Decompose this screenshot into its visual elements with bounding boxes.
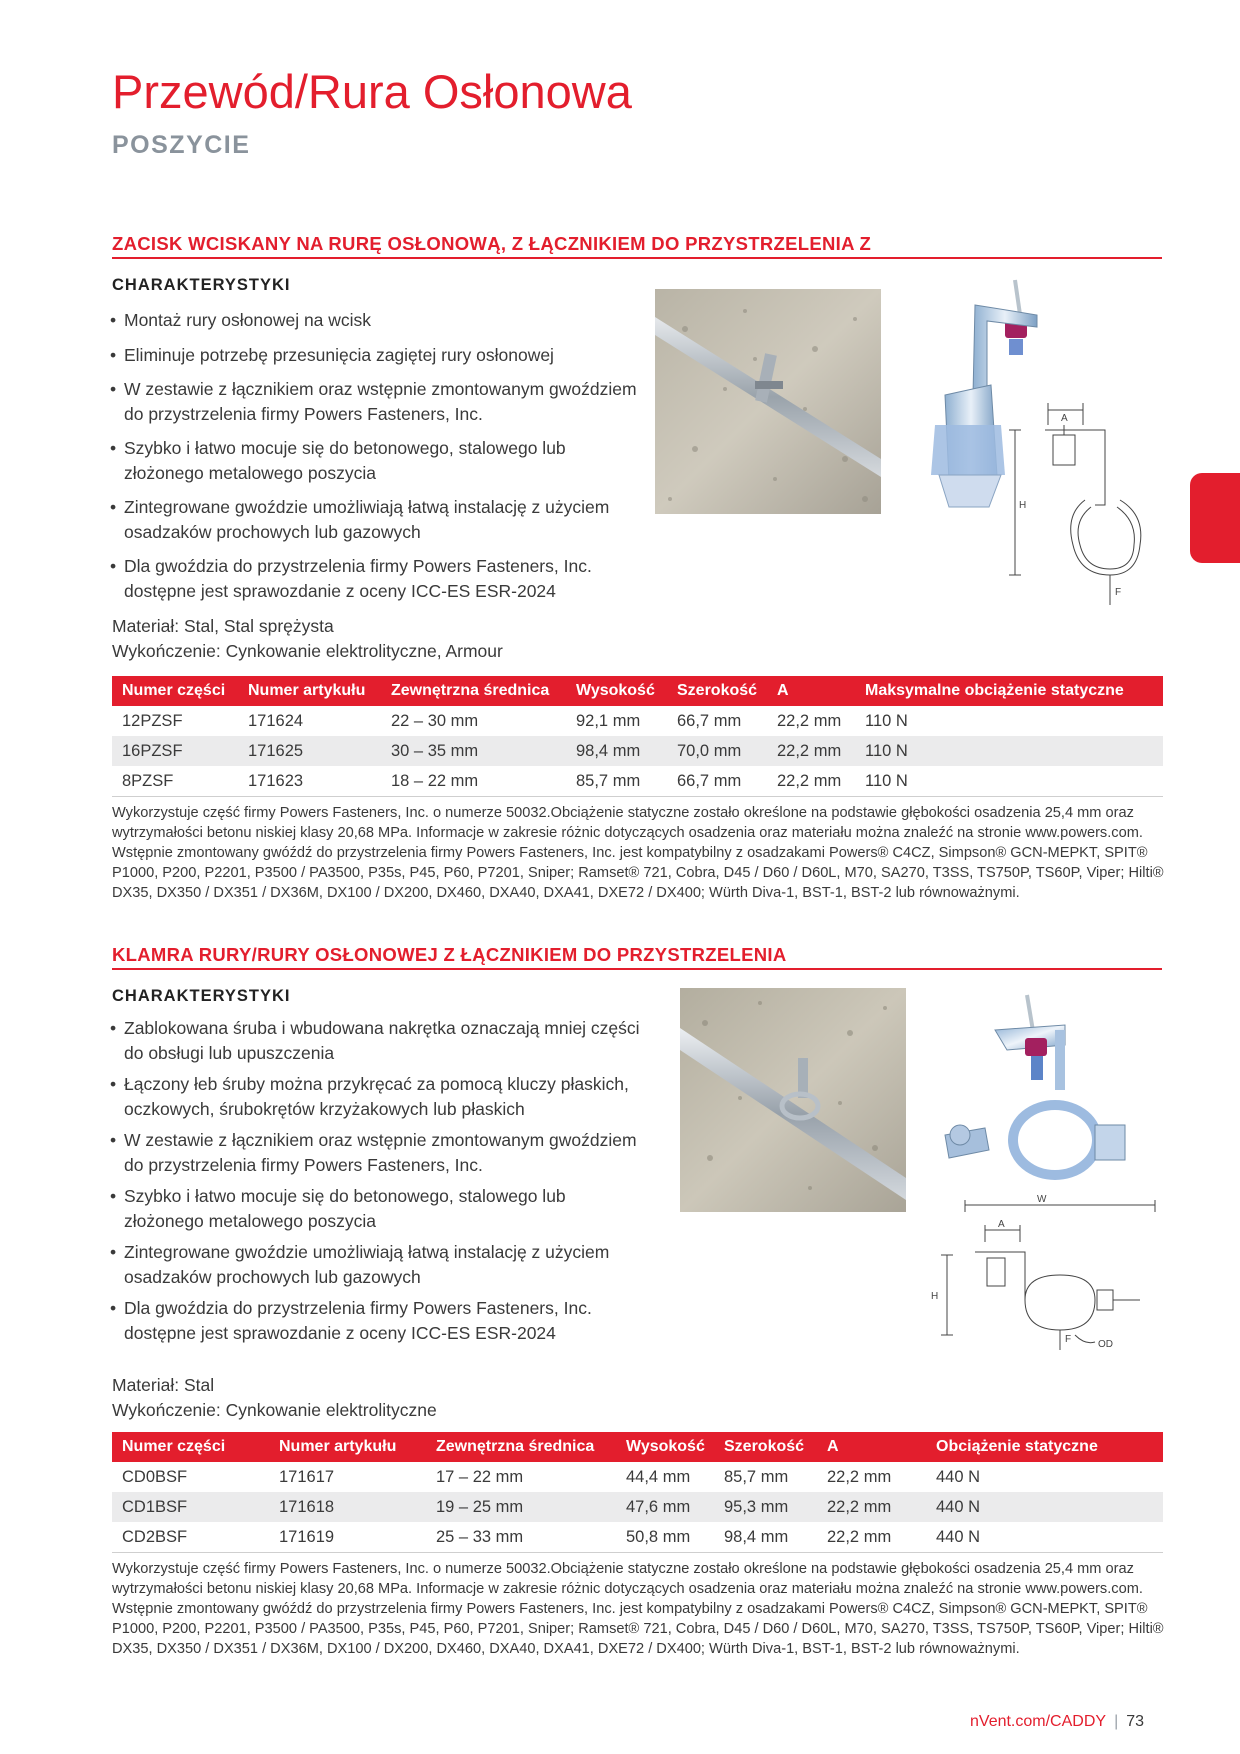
section1-note: Wykorzystuje część firmy Powers Fasteners, Inc. o numerze 50032.Obciążenie statyczne zostało określone na podstawie głębokości osadzenia 25,4 mm oraz wytrzymałości betonu niskiej klasy 20,68 MPa. Informacje w zakresie różnic dotyczących osadzenia oraz materiału można znaleźć na stronie www.powers.com. Wstępnie zmontowany gwóźdź do przystrzelenia firmy Powers Fasteners, Inc. jest kompatybilny z osadzakami Powers® C4CZ, Simpson® GCN-MEPKT, SPIT® P1000, P200, P2201, P3500 / PA3500, P35s, P45, P60, P7201, Sniper; Ramset® 721, Cobra, D45 / D60 / D60L, M70, SA270, T3SS, TS750P, TS60P, Viper; Hilti® DX35, DX350 / DX351 / DX36M, DX100 / DX200, DX460, DXA40, DXA41, DXE72 / DX400; Würth Diva-1, BST-1, BST-2 lub równoważnymi. xyxy=(112,805,1164,901)
table-header-cell: Szerokość xyxy=(714,1432,817,1462)
section1-finish: Wykończenie: Cynkowanie elektrolityczne, Armour xyxy=(112,641,503,661)
product-photo-pipe-clamp xyxy=(680,988,906,1212)
table-row xyxy=(112,766,1163,797)
list-item: • W zestawie z łącznikiem oraz wstępnie zmontowanym gwoździem do przystrzelenia firmy Powers Fasteners, Inc. xyxy=(108,377,648,426)
table-cell: 110 N xyxy=(865,711,908,730)
side-tab-marker xyxy=(1190,473,1240,563)
table-header-cell: Obciążenie statyczne xyxy=(926,1432,1163,1462)
table-cell: 30 – 35 mm xyxy=(381,736,566,766)
table-cell: 19 – 25 mm xyxy=(426,1492,616,1522)
list-item: • Dla gwoździa do przystrzelenia firmy Powers Fasteners, Inc. dostępne jest sprawozdanie z oceny ICC-ES ESR-2024 xyxy=(108,554,648,603)
table-header-cell: Wysokość xyxy=(616,1432,714,1462)
table-cell: 440 N xyxy=(926,1522,1163,1553)
table-header-cell: Numer części xyxy=(112,1432,269,1462)
table-cell: 171618 xyxy=(269,1492,426,1522)
table-cell: 110 N xyxy=(855,766,1163,797)
table-cell: 18 – 22 mm xyxy=(381,766,566,797)
section1-title: ZACISK WCISKANY NA RURĘ OSŁONOWĄ, Z ŁĄCZNIKIEM DO PRZYSTRZELENIA Z xyxy=(112,233,872,254)
table-cell: 66,7 mm xyxy=(677,711,742,730)
table-cell: 22,2 mm xyxy=(767,736,855,766)
table-row xyxy=(112,1492,1163,1522)
table-cell: 171623 xyxy=(238,766,381,797)
table-cell: CD1BSF xyxy=(112,1492,269,1522)
table-header-cell: Wysokość xyxy=(566,676,667,706)
section2-bullet-list xyxy=(108,1016,648,1345)
table-cell: 66,7 mm xyxy=(667,766,767,797)
table-cell: 171619 xyxy=(269,1522,426,1553)
list-item: • W zestawie z łącznikiem oraz wstępnie zmontowanym gwoździem do przystrzelenia firmy Powers Fasteners, Inc. xyxy=(108,1128,648,1177)
table-header-cell: Maksymalne obciążenie statyczne xyxy=(855,676,1163,706)
list-item: • Zintegrowane gwoździe umożliwiają łatwą instalację z użyciem osadzaków prochowych lub gazowych xyxy=(108,1240,648,1289)
drawing-label-w: W xyxy=(1037,1194,1047,1205)
section2-material: Materiał: Stal xyxy=(112,1375,215,1395)
list-item: • Zintegrowane gwoździe umożliwiają łatwą instalację z użyciem osadzaków prochowych lub gazowych xyxy=(108,495,648,544)
section1-char-title: CHARAKTERYSTYKI xyxy=(112,276,291,294)
table-header-row xyxy=(112,1432,1163,1462)
table-cell: 22,2 mm xyxy=(817,1492,926,1522)
drawing-label-f: F xyxy=(1115,587,1122,598)
table-cell: CD0BSF xyxy=(122,1467,188,1486)
table-cell: 22,2 mm xyxy=(767,766,855,797)
table-cell: 22,2 mm xyxy=(777,711,842,730)
table-cell: 85,7 mm xyxy=(566,766,667,797)
table-cell: 440 N xyxy=(926,1492,1163,1522)
table-row xyxy=(112,706,1163,736)
table-cell: 98,4 mm xyxy=(714,1522,817,1553)
list-item: • Zablokowana śruba i wbudowana nakrętka oznaczają mniej części do obsługi lub upuszczenia xyxy=(108,1016,648,1065)
section2-finish: Wykończenie: Cynkowanie elektrolityczne xyxy=(112,1400,437,1420)
table-header-row xyxy=(112,676,1163,706)
section1-spec-table xyxy=(112,676,1163,797)
list-item: • Szybko i łatwo mocuje się do betonowego, stalowego lub złożonego metalowego poszycia xyxy=(108,436,648,485)
table-row xyxy=(112,1462,1163,1492)
table-cell: 8PZSF xyxy=(112,766,238,797)
section2-divider xyxy=(112,968,1162,970)
table-cell: 50,8 mm xyxy=(616,1522,714,1553)
list-item: • Eliminuje potrzebę przesunięcia zagiętej rury osłonowej xyxy=(108,343,648,368)
table-cell: CD2BSF xyxy=(112,1522,269,1553)
section2-spec-table xyxy=(112,1432,1163,1553)
table-header-cell: Szerokość xyxy=(667,676,767,706)
table-cell: 92,1 mm xyxy=(576,711,641,730)
page-title: Przewód/Rura Osłonowa xyxy=(112,65,632,118)
table-header-cell: A xyxy=(817,1432,926,1462)
table-header-cell: Numer artykułu xyxy=(269,1432,426,1462)
table-cell: 16PZSF xyxy=(112,736,238,766)
product-photo-conduit-clip xyxy=(655,289,881,514)
technical-drawing-clip xyxy=(905,275,1175,605)
table-cell: 440 N xyxy=(936,1467,981,1486)
page-subtitle: POSZYCIE xyxy=(112,131,251,159)
section1-bullet-list xyxy=(108,308,648,603)
table-cell: 98,4 mm xyxy=(566,736,667,766)
table-cell: 171617 xyxy=(279,1467,335,1486)
table-header-cell: A xyxy=(767,676,855,706)
table-cell: 22,2 mm xyxy=(817,1522,926,1553)
drawing-label-h: H xyxy=(1019,500,1027,511)
table-cell: 70,0 mm xyxy=(667,736,767,766)
table-cell: 17 – 22 mm xyxy=(436,1467,524,1486)
section1-divider xyxy=(112,257,1162,259)
footer-site-link[interactable]: nVent.com/CADDY xyxy=(970,1713,1107,1730)
table-cell: 171624 xyxy=(248,711,304,730)
list-item: • Szybko i łatwo mocuje się do betonowego, stalowego lub złożonego metalowego poszycia xyxy=(108,1184,648,1233)
table-header-cell: Numer artykułu xyxy=(238,676,381,706)
table-cell: 85,7 mm xyxy=(724,1467,789,1486)
section2-note: Wykorzystuje część firmy Powers Fasteners, Inc. o numerze 50032.Obciążenie statyczne zostało określone na podstawie głębokości osadzenia 25,4 mm oraz wytrzymałości betonu niskiej klasy 20,68 MPa. Informacje w zakresie różnic dotyczących osadzenia oraz materiału można znaleźć na stronie www.powers.com. Wstępnie zmontowany gwóźdź do przystrzelenia firmy Powers Fasteners, Inc. jest kompatybilny z osadzakami Powers® C4CZ, Simpson® GCN-MEPKT, SPIT® P1000, P200, P2201, P3500 / PA3500, P35s, P45, P60, P7201, Sniper; Ramset® 721, Cobra, D45 / D60 / D60L, M70, SA270, T3SS, TS750P, TS60P, Viper; Hilti® DX35, DX350 / DX351 / DX36M, DX100 / DX200, DX460, DXA40, DXA41, DXE72 / DX400; Würth Diva-1, BST-1, BST-2 lub równoważnymi. xyxy=(112,1561,1164,1657)
list-item: • Dla gwoździa do przystrzelenia firmy Powers Fasteners, Inc. dostępne jest sprawozdanie z oceny ICC-ES ESR-2024 xyxy=(108,1296,648,1345)
table-header-cell: Zewnętrzna średnica xyxy=(381,676,566,706)
footer-separator: | xyxy=(1114,1713,1119,1730)
table-cell: 44,4 mm xyxy=(626,1467,691,1486)
technical-drawing-clamp xyxy=(925,990,1170,1380)
drawing-label-a: A xyxy=(1061,413,1068,424)
table-header-cell: Zewnętrzna średnica xyxy=(426,1432,616,1462)
table-cell: 171625 xyxy=(238,736,381,766)
section1-material: Materiał: Stal, Stal sprężysta xyxy=(112,616,334,636)
drawing-label-od: OD xyxy=(1098,1339,1113,1350)
drawing-label-h: H xyxy=(931,1291,939,1302)
table-cell: 47,6 mm xyxy=(616,1492,714,1522)
drawing-label-f: F xyxy=(1065,1334,1072,1345)
list-item: • Montaż rury osłonowej na wcisk xyxy=(108,308,648,333)
drawing-label-a: A xyxy=(998,1219,1005,1230)
page-footer xyxy=(970,1713,1144,1731)
table-cell: 12PZSF xyxy=(122,711,183,730)
table-cell: 22,2 mm xyxy=(827,1467,892,1486)
table-cell: 22 – 30 mm xyxy=(391,711,479,730)
section2-char-title: CHARAKTERYSTYKI xyxy=(112,987,291,1005)
list-item: • Łączony łeb śruby można przykręcać za pomocą kluczy płaskich, oczkowych, śrubokrętów krzyżakowych lub płaskich xyxy=(108,1072,648,1121)
table-row xyxy=(112,1522,1163,1553)
table-header-cell: Numer części xyxy=(112,676,238,706)
table-cell: 110 N xyxy=(855,736,1163,766)
table-cell: 25 – 33 mm xyxy=(426,1522,616,1553)
page-number: 73 xyxy=(1126,1713,1145,1730)
section2-title: KLAMRA RURY/RURY OSŁONOWEJ Z ŁĄCZNIKIEM DO PRZYSTRZELENIA xyxy=(112,944,787,965)
table-cell: 95,3 mm xyxy=(714,1492,817,1522)
table-row xyxy=(112,736,1163,766)
